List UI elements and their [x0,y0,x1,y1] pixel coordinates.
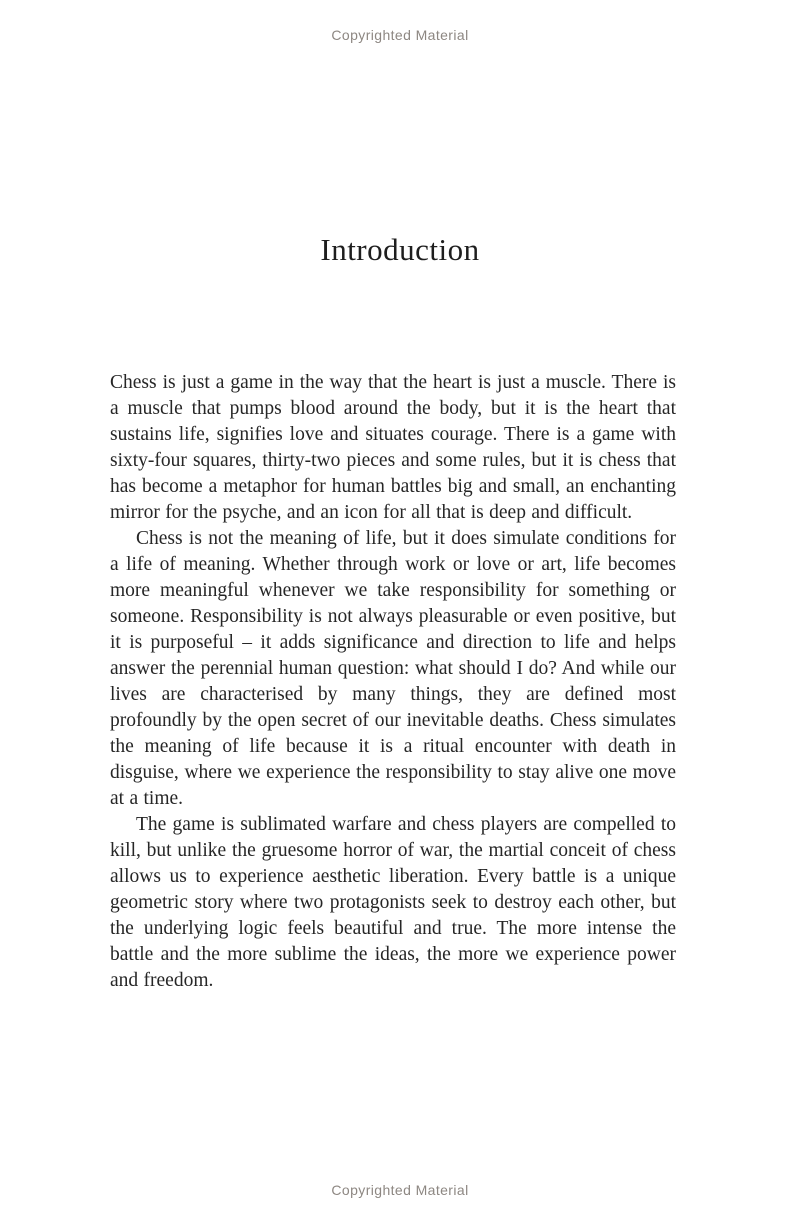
copyright-notice-bottom: Copyrighted Material [331,1182,469,1198]
chapter-title: Introduction [320,232,480,267]
body-text [110,370,676,994]
body-paragraph: The game is sublimated warfare and chess players are compelled to kill, but unlike the gruesome horror of war, the martial conceit of chess allows us to experience aesthetic liberation. Every battle is a unique geometric story where two protagonists seek to destroy each other, but the underlying logic feels beautiful and true. The more intense the battle and the more sublime the ideas, the more we experience power and freedom. [110,814,676,991]
copyright-notice-top: Copyrighted Material [331,27,469,43]
body-paragraph: Chess is just a game in the way that the heart is just a muscle. There is a muscle that pumps blood around the body, but it is the heart that sustains life, signifies love and situates courage. There is a game with sixty-four squares, thirty-two pieces and some rules, but it is chess that has become a metaphor for human battles big and small, an enchanting mirror for the psyche, and an icon for all that is deep and difficult. [110,372,676,523]
body-paragraph: Chess is not the meaning of life, but it does simulate conditions for a life of meaning. Whether through work or love or art, life becomes more meaningful whenever we take responsibility for something or someone. Responsibility is not always pleasurable or even positive, but it is purposeful – it adds significance and direction to life and helps answer the perennial human question: what should I do? And while our lives are characterised by many things, they are defined most profoundly by the open secret of our inevitable deaths. Chess simulates the meaning of life because it is a ritual encounter with death in disguise, where we experience the responsibility to stay alive one move at a time. [110,528,676,809]
